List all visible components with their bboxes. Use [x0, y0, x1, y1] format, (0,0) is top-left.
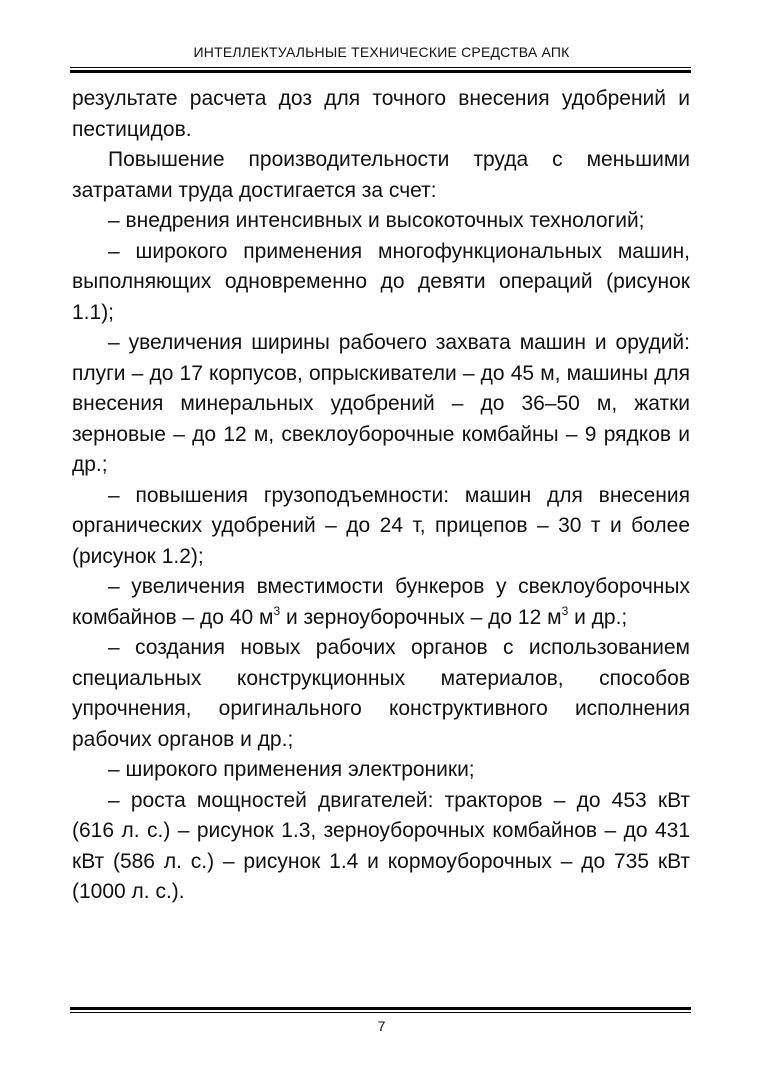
footer-rule-thick [70, 1007, 691, 1010]
list-item-multifunctional-machines: – широкого применения многофункциональных машин, выполняющих одновременно до девяти операций (рисунок 1.1); [72, 239, 690, 324]
header-rule-thick [70, 70, 691, 73]
page-number: 7 [377, 1018, 386, 1034]
list-item-engine-power: – роста мощностей двигателей: тракторов – до 453 кВт (616 л. с.) – рисунок 1.3, зерноуборочных комбайнов – до 431 кВт (586 л. с.) – рисунок 1.4 и кормоуборочных – до 735 кВт (1000 л. с.). [72, 788, 690, 903]
list-item-new-working-organs: – создания новых рабочих органов с использованием специальных конструкционных материалов, способов упрочнения, оригинального конструктивного исполнения рабочих органов и др.; [72, 636, 690, 751]
list-item-working-width: – увеличения ширины рабочего захвата машин и орудий: плуги – до 17 корпусов, опрыскиватели – до 45 м, машины для внесения минеральных удобрений – до 36–50 м, жатки зерновые – до 12 м, свеклоуборочные комбайны – 9 рядков и др.; [72, 331, 690, 476]
list-item-technologies: – внедрения интенсивных и высокоточных технологий; [108, 209, 645, 232]
header-rule-thin [70, 67, 691, 68]
list-item-bunker-capacity [72, 572, 690, 633]
list-item-electronics: – широкого применения электроники; [108, 758, 475, 781]
list-item-load-capacity: – повышения грузоподъемности: машин для внесения органических удобрений – до 24 т, прицепов – 30 т и более (рисунок 1.2); [72, 483, 690, 568]
paragraph-productivity-intro: Повышение производительности труда с меньшими затратами труда достигается за счет: [72, 148, 690, 202]
bunker-text-part-3: и др.; [568, 605, 628, 629]
bunker-text-part-1: – увеличения вместимости бункеров у свеклоуборочных комбайнов – до 40 м [72, 575, 690, 629]
bunker-text-part-2: и зерноуборочных – до 12 м [280, 605, 562, 629]
page-body [72, 84, 690, 908]
bunker-superscript-1: 3 [273, 603, 281, 618]
running-header-title: ИНТЕЛЛЕКТУАЛЬНЫЕ ТЕХНИЧЕСКИЕ СРЕДСТВА АПК [193, 44, 570, 60]
bunker-superscript-2: 3 [561, 603, 569, 618]
paragraph-continuation: результате расчета доз для точного внесения удобрений и пестицидов. [72, 87, 690, 141]
footer-rule-thin [70, 1012, 691, 1013]
